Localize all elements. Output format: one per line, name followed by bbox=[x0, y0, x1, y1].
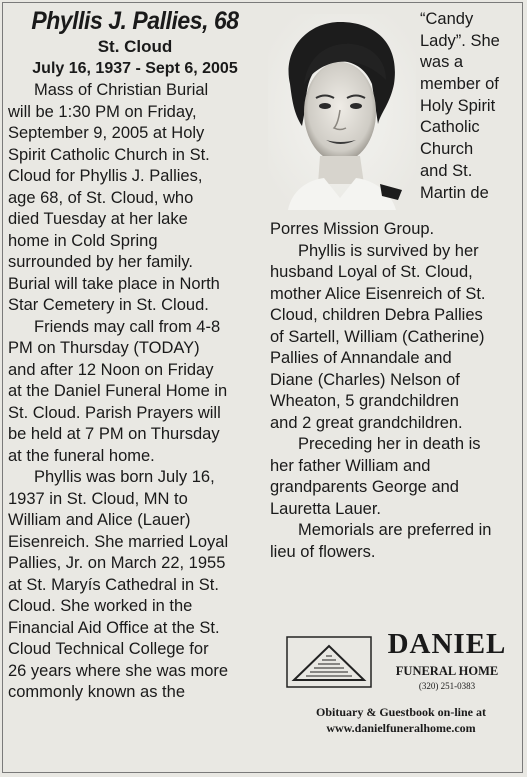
obituary-line: William and Alice (Lauer) bbox=[8, 511, 191, 529]
obituary-line: Pallies of Annandale and bbox=[270, 349, 452, 367]
funeral-home-name: DANIEL bbox=[387, 628, 507, 660]
obituary-line: Star Cemetery in St. Cloud. bbox=[8, 296, 209, 314]
obituary-line: 26 years where she was more bbox=[8, 661, 229, 680]
obituary-line: “Candy bbox=[420, 10, 474, 28]
obituary-line: Diane (Charles) Nelson of bbox=[270, 370, 460, 389]
obituary-line: at the Daniel Funeral Home in bbox=[8, 382, 228, 400]
obituary-line: Cloud. She worked in the bbox=[8, 597, 193, 615]
obituary-line: September 9, 2005 at Holy bbox=[8, 124, 205, 142]
obituary-line: Mass of Christian Burial bbox=[34, 81, 209, 99]
funeral-home-guestbook-text: Obituary & Guestbook on-line at bbox=[315, 705, 486, 719]
obituary-place: St. Cloud bbox=[97, 37, 173, 56]
obituary-line: and 2 great grandchildren. bbox=[270, 413, 463, 432]
obituary-title: Phyllis J. Pallies, 68 bbox=[31, 7, 239, 35]
obituary-line: surrounded by her family. bbox=[8, 253, 193, 271]
obituary-line: Cloud, children Debra Pallies bbox=[270, 306, 483, 324]
obituary-line: Cloud Technical College for bbox=[8, 640, 209, 658]
obituary-line: Memorials are preferred in bbox=[298, 521, 492, 539]
funeral-home-logo-icon bbox=[286, 636, 372, 688]
obituary-line: Church bbox=[420, 140, 474, 159]
obituary-body-left bbox=[8, 80, 262, 704]
obituary-line: member of bbox=[420, 75, 499, 94]
obituary-line: at St. Maryís Cathedral in St. bbox=[8, 575, 219, 594]
obituary-line: and St. bbox=[420, 161, 473, 180]
obituary-line: 1937 in St. Cloud, MN to bbox=[8, 489, 188, 508]
obituary-line: Burial will take place in North bbox=[8, 274, 220, 293]
obituary-line: Cloud for Phyllis J. Pallies, bbox=[8, 167, 203, 185]
obituary-line: Spirit Catholic Church in St. bbox=[8, 145, 210, 164]
obituary-body-right bbox=[270, 219, 522, 563]
obituary-line: PM on Thursday (TODAY) bbox=[8, 339, 200, 357]
obituary-line: lieu of flowers. bbox=[270, 542, 376, 561]
obituary-line: Martin de bbox=[420, 183, 489, 202]
obituary-line: grandparents George and bbox=[270, 478, 459, 496]
obituary-line: at the funeral home. bbox=[8, 446, 155, 465]
obituary-line: Porres Mission Group. bbox=[270, 220, 435, 238]
obituary-line: died Tuesday at her lake bbox=[8, 210, 188, 228]
obituary-line: and after 12 Noon on Friday bbox=[8, 360, 214, 379]
obituary-line: was a bbox=[420, 53, 464, 72]
obituary-line: commonly known as the bbox=[8, 683, 185, 701]
funeral-home-website: www.danielfuneralhome.com bbox=[326, 721, 476, 735]
obituary-line: Catholic bbox=[420, 118, 480, 137]
obituary-line: Friends may call from 4-8 bbox=[34, 317, 221, 336]
obituary-line: home in Cold Spring bbox=[8, 231, 158, 250]
obituary-line: Phyllis is survived by her bbox=[298, 241, 479, 260]
obituary-line: Preceding her in death is bbox=[298, 435, 481, 453]
funeral-home-ad bbox=[286, 628, 514, 748]
obituary-line: husband Loyal of St. Cloud, bbox=[270, 263, 473, 281]
obituary-dates: July 16, 1937 - Sept 6, 2005 bbox=[32, 60, 238, 77]
obituary-body-top-right bbox=[420, 9, 524, 204]
funeral-home-subtitle: FUNERAL HOME bbox=[395, 664, 499, 678]
obituary-line: Phyllis was born July 16, bbox=[34, 468, 215, 486]
funeral-home-phone: (320) 251-0383 bbox=[418, 681, 476, 691]
obituary-line: mother Alice Eisenreich of St. bbox=[270, 284, 486, 303]
obituary-line: be held at 7 PM on Thursday bbox=[8, 425, 220, 443]
obituary-line: her father William and bbox=[270, 456, 431, 475]
obituary-line: Eisenreich. She married Loyal bbox=[8, 532, 229, 551]
obituary-line: Wheaton, 5 grandchildren bbox=[270, 392, 459, 410]
portrait-photo bbox=[268, 14, 416, 210]
obituary-line: Lauretta Lauer. bbox=[270, 499, 382, 518]
obituary-line: St. Cloud. Parish Prayers will bbox=[8, 403, 221, 422]
obituary-line: Pallies, Jr. on March 22, 1955 bbox=[8, 554, 226, 572]
obituary-line: will be 1:30 PM on Friday, bbox=[8, 102, 197, 121]
left-column bbox=[8, 6, 262, 704]
obituary-line: of Sartell, William (Catherine) bbox=[270, 327, 485, 346]
obituary-line: Financial Aid Office at the St. bbox=[8, 618, 220, 637]
obituary-line: Lady”. She bbox=[420, 31, 500, 50]
obituary-line: Holy Spirit bbox=[420, 96, 496, 115]
obituary-line: age 68, of St. Cloud, who bbox=[8, 188, 194, 207]
